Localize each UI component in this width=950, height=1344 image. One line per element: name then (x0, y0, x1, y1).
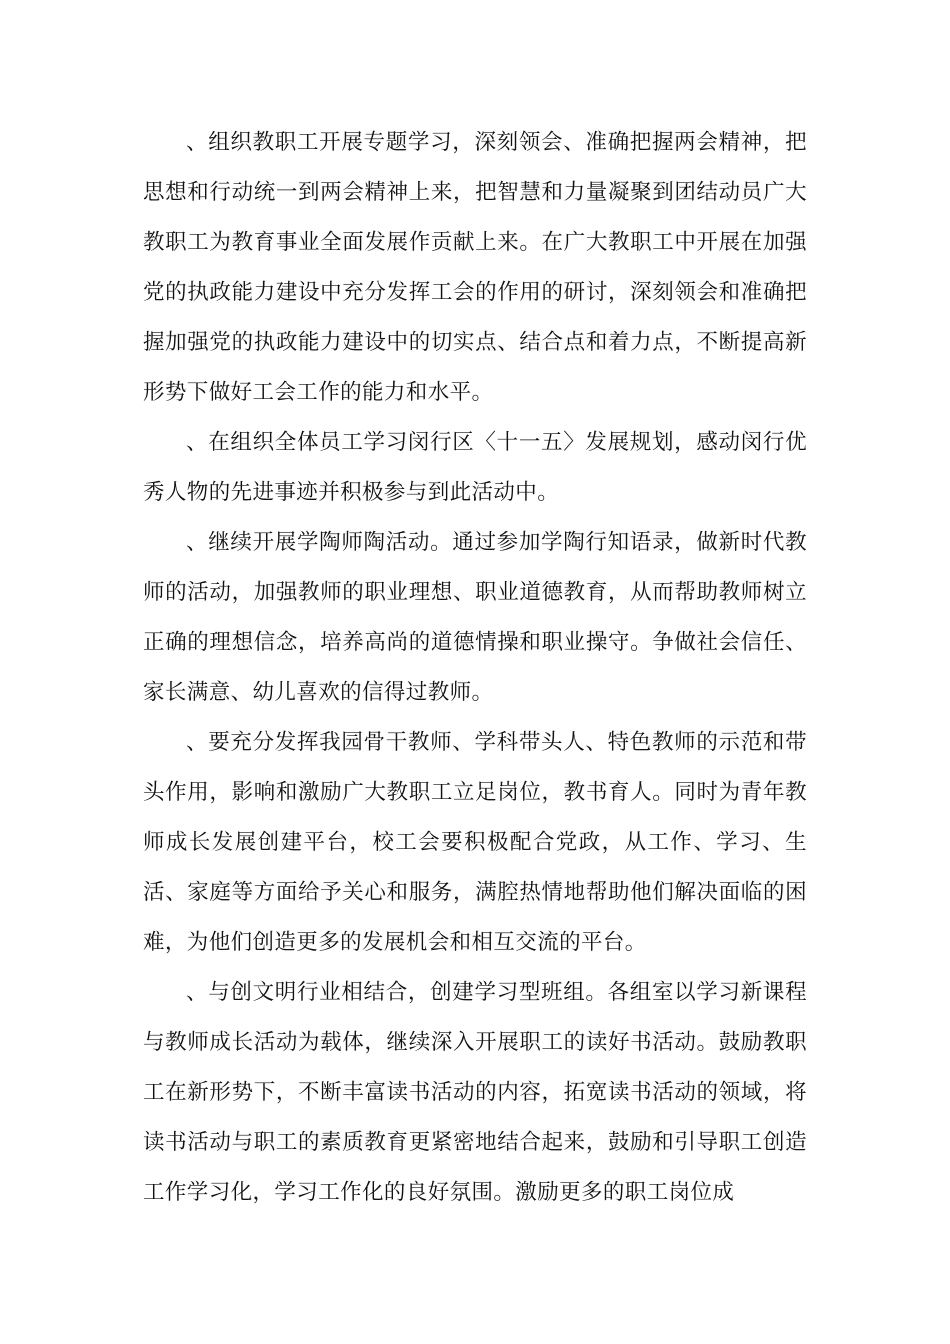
paragraph-tao-activity: 、继续开展学陶师陶活动。通过参加学陶行知语录，做新时代教师的活动，加强教师的职业理想、职业道德教育，从而帮助教师树立正确的理想信念，培养高尚的道德情操和职业操守。争做社会信任、家长满意、幼儿喜欢的信得过教师。 (143, 530, 807, 705)
paragraph-learning-teams: 、与创文明行业相结合，创建学习型班组。各组室以学习新课程与教师成长活动为载体，继续深入开展职工的读好书活动。鼓励教职工在新形势下，不断丰富读书活动的内容，拓宽读书活动的领域，将读书活动与职工的素质教育更紧密地结合起来，鼓励和引导职工创造工作学习化，学习工作化的良好氛围。激励更多的职工岗位成 (143, 980, 807, 1205)
paragraph-minhang-plan: 、在组织全体员工学习闵行区〈十一五〉发展规划，感动闵行优秀人物的先进事迹并积极参与到此活动中。 (143, 430, 807, 505)
paragraph-study-two-sessions: 、组织教职工开展专题学习，深刻领会、准确把握两会精神，把思想和行动统一到两会精神上来，把智慧和力量凝聚到团结动员广大教职工为教育事业全面发展作贡献上来。在广大教职工中开展在加强党的执政能力建设中充分发挥工会的作用的研讨，深刻领会和准确把握加强党的执政能力建设中的切实点、结合点和着力点，不断提高新形势下做好工会工作的能力和水平。 (143, 130, 807, 405)
document-body (143, 118, 807, 1218)
paragraph-backbone-teachers: 、要充分发挥我园骨干教师、学科带头人、特色教师的示范和带头作用，影响和激励广大教职工立足岗位，教书育人。同时为青年教师成长发展创建平台，校工会要积极配合党政，从工作、学习、生活、家庭等方面给予关心和服务，满腔热情地帮助他们解决面临的困难，为他们创造更多的发展机会和相互交流的平台。 (143, 730, 807, 955)
